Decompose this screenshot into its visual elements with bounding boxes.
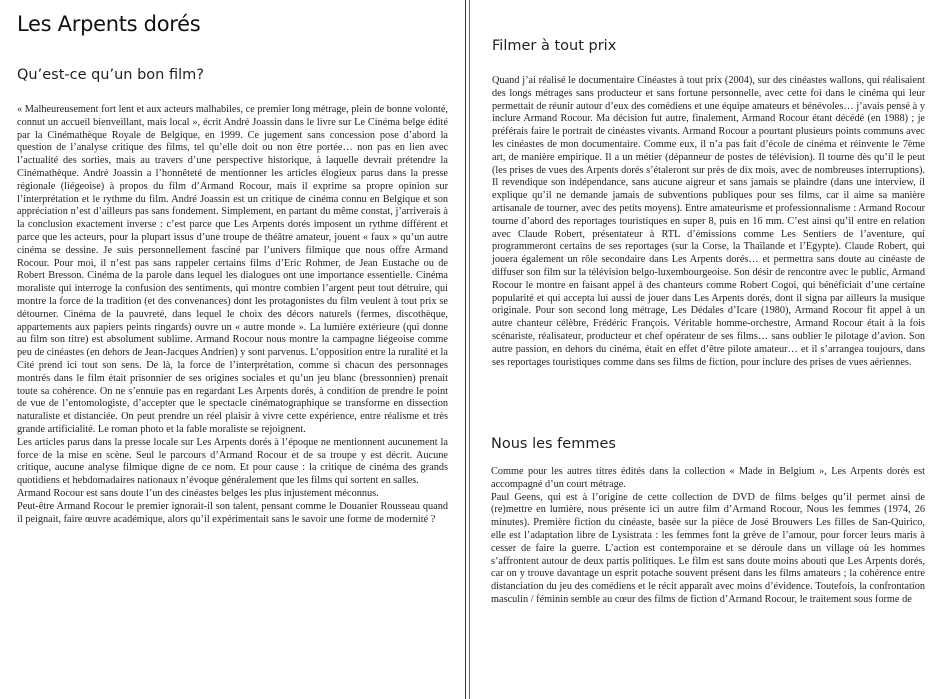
filmer-body-text	[492, 75, 925, 369]
femmes-body-text	[491, 466, 925, 607]
section-heading-femmes: Nous les femmes	[491, 436, 616, 452]
paragraph: Comme pour les autres titres édités dans la collection « Made in Belgium », Les Arpents dorés est accompagné d’un court métrage.	[491, 466, 925, 490]
paragraph: « Malheureusement fort lent et aux acteurs malhabiles, ce premier long métrage, plein de bonne volonté, connut un accueil bienveillant, mais local », écrit André Joassin dans le livre sur Le Cinéma belge édité par la Cinémathèque Royale de Belgique, en 1999. Ce jugement sans concession pose d’abord la question de l’analyse critique des films, tel qu’elle doit ou non être portée… non pas en lien avec l’actualité des sorties, mais au travers d’une perspective historique, à laquelle devrait prétendre la Cinémathèque. André Joassin a l’honnêteté de mentionner les articles élogieux parus dans la presse régionale (liégeoise) à propos du film d’Armand Rocour, mais il exprime sa propre opinion sur l’interprétation et le rythme du film. André Joassin est un critique de cinéma connu en Belgique et son appréciation n’est d’ailleurs pas sans fondement. Simplement, en partant du même constat, j’arriverais à la conclusion exactement inverse : c’est parce que Les Arpents dorés imposent un rythme différent et parce que les acteurs, pour la plupart issus d’une troupe de théâtre amateur, jouent « faux » qu’un autre cinéma se dessine. Je suis personnellement fasciné par l’univers filmique que nous offre Armand Rocour. Pour moi, il n’est pas sans rappeler certains films d’Eric Rohmer, de Jean Eustache ou de Robert Bresson. Cinéma de la parole dans lequel les dialogues ont une importance essentielle. Cinéma moraliste qui interroge la confusion des sentiments, qui montre combien l’argent peut tout détruire, qui montre la force de la tradition (et des convenances) dont les protagonistes du film veulent à tout prix se détourner. Cinéma de la pauvreté, dans lequel le choix des décors naturels (fermes, discothèque, appartements aux papiers peints ringards) ouvre un « autre monde ». La lumière extérieure (qui donne au film son titre) est absolument sublime. Armand Rocour nous montre la campagne liégeoise comme peu de cinéastes (en dehors de Jean-Jacques Andrien) y sont parvenus. L’opposition entre la ruralité et la Cité prend ici tout son sens. De là, la force de l’interprétation, comme si chacun des personnages montrés dans le film était prisonnier de ses origines sociales et qu’un jeu blanc (bressonnien) prenait toute sa cohérence. On ne s’ennuie pas en regardant Les Arpents dorés, à condition de prendre le point de vue de l’entomologiste, d’accepter que le spectacle cinématographique se transforme en dissection naturaliste et distanciée. On peut prendre un réel plaisir à vivre cette expérience, entre réalisme et très grande artificialité. Le roman photo et la fable moraliste se rejoignent.	[17, 104, 448, 435]
left-page	[0, 0, 464, 699]
section-heading-filmer: Filmer à tout prix	[492, 38, 617, 54]
paragraph: Quand j’ai réalisé le documentaire Cinéastes à tout prix (2004), sur des cinéastes wallons, qui réalisaient des longs métrages sans producteur et sans fortune personnelle, avec cette foi dans le cinéma qui leur permettait de réunir autour d’eux des comédiens et une équipe amateurs et bénévoles… j’avais pensé à y inclure Armand Rocour. Ma décision fut autre, finalement, Armand Rocour étant décédé (en 1988) ; je préférais faire le portrait de cinéastes vivants. Armand Rocour a pourtant plusieurs points communs avec les cinéastes de mon documentaire. Comme eux, il n’a pas fait d’école de cinéma et réinvente le 7ème art, de manière empirique. Il a un métier (dépanneur de postes de télévision). Il tourne dès qu’il le peut (les prises de vues des Arpents dorés s’étaleront sur près de dix mois, avec de nombreuses interruptions). Il revendique son indépendance, sans aucune aigreur et sans jamais se plaindre (dans une interview, il explique qu’il ne demande jamais de subventions publiques pour ses films, car il aime sa manière artisanale de tourner, avec des petits moyens). Entre amateurisme et professionnalisme : Armand Rocour tourne d’abord des reportages touristiques en super 8, puis en 16 mm. C’est ainsi qu’il entre en relation avec Claude Robert, présentateur à RTL d’émissions comme Les Sentiers de l’aventure, qui programmeront certains de ses reportages (sur la Corse, la Thaïlande et l’Egypte). Claude Robert, qui jouera également un rôle secondaire dans Les Arpents dorés… et permettra sans doute au cinéaste de diffuser son film sur la télévision belgo-luxembourgeoise. Son désir de rencontre avec le public, Armand Rocour le montre en faisant appel à des chanteurs comme Robert Cogoi, qui bénéficiait d’une certaine popularité et qui accepta lui aussi de jouer dans Les Arpents dorés, dont il signa par ailleurs la musique originale. Pour son second long métrage, Les Dédales d’Icare (1980), Armand Rocour fit appel à un autre chanteur célèbre, Frédéric François. Véritable homme-orchestre, Armand Rocour était à la fois scénariste, réalisateur, producteur et chef opérateur de ses films… sans oublier le pilotage d’avion. Son autre passion, en dehors du cinéma, était en effet d’être pilote amateur… et il s’arrangea toujours, dans ses reportages touristiques comme dans ses films de fiction, pour inclure des prises de vues aériennes.	[492, 75, 925, 368]
paragraph: Peut-être Armand Rocour le premier ignorait-il son talent, pensant comme le Douanier Rousseau quand il peignait, faire œuvre académique, alors qu’il expérimentait sans le savoir une forme de modernité ?	[17, 500, 448, 525]
paragraph: Armand Rocour est sans doute l’un des cinéastes belges les plus injustement méconnus.	[17, 487, 379, 499]
page-gutter-line	[465, 0, 466, 699]
page-title: Les Arpents dorés	[17, 12, 201, 36]
paragraph: Les articles parus dans la presse locale sur Les Arpents dorés à l’époque ne mentionnent aucunement la force de la mise en scène. Seul le parcours d’Armand Rocour et de sa troupe y est décrit. Aucune critique, aucune analyse filmique digne de ce nom. Et pour cause : la critique de cinéma des grands quotidiens et hebdomadaires nationaux n’évoque généralement que les films qui sortent en salles.	[17, 436, 448, 487]
paragraph: Paul Geens, qui est à l’origine de cette collection de DVD de films belges qu’il permet ainsi de (re)mettre en lumière, nous présente ici un autre film d’Armand Rocour, Nous les femmes (1974, 26 minutes). Première fiction du cinéaste, basée sur la pièce de José Brouwers Les filles de San-Quirico, elle est l’adaptation libre de Lysistrata : les femmes font la grève de l’amour, pour forcer leurs maris à cesser de faire la guerre. L’action est contemporaine et se déroule dans un village où les hommes s’affrontent autour de deux partis politiques. Le film est sans doute moins abouti que Les Arpents dorés, car on y trouve davantage un esprit potache souvent présent dans les films amateurs ; la cohérence entre distanciation du jeu des comédiens et le récit apparaît avec moins d’évidence. Toutefois, la confrontation masculin / féminin semble au cœur des films de fiction d’Armand Rocour, le traitement sous forme de	[491, 491, 925, 605]
left-body-text	[17, 104, 448, 526]
section-heading-bon-film: Qu’est-ce qu’un bon film?	[17, 67, 204, 83]
right-page	[470, 0, 945, 699]
